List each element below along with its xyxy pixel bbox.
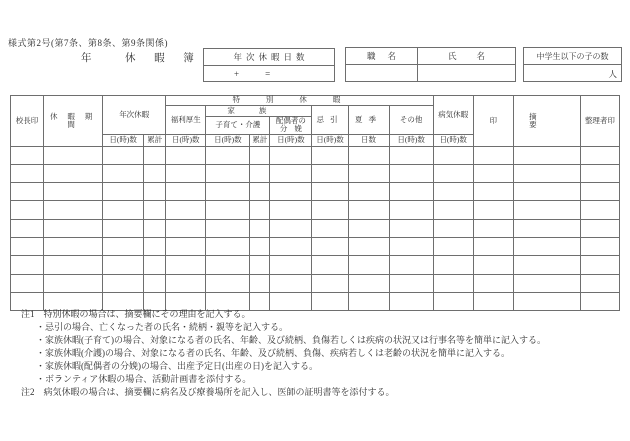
- table-empty-cell: [166, 201, 206, 219]
- table-empty-cell: [11, 201, 44, 219]
- table-empty-cell: [389, 219, 433, 237]
- col-organizer-seal: 整理者印: [580, 96, 619, 147]
- table-empty-row: [11, 164, 620, 182]
- table-empty-cell: [513, 237, 580, 255]
- table-empty-cell: [103, 237, 144, 255]
- table-empty-cell: [270, 183, 312, 201]
- table-empty-cell: [580, 201, 619, 219]
- table-empty-cell: [473, 164, 513, 182]
- table-empty-cell: [513, 146, 580, 164]
- table-empty-cell: [389, 164, 433, 182]
- form-id: 様式第2号(第7条、第8条、第9条関係): [8, 38, 168, 48]
- children-count-box: [523, 47, 622, 82]
- table-empty-row: [11, 201, 620, 219]
- annual-leave-days-box: [203, 48, 335, 82]
- table-empty-cell: [513, 164, 580, 182]
- table-empty-cell: [103, 219, 144, 237]
- table-empty-cell: [44, 237, 103, 255]
- children-count-title: 中学生以下の子の数: [524, 48, 621, 65]
- table-empty-cell: [250, 256, 270, 274]
- footnotes: [0, 308, 630, 399]
- table-empty-cell: [312, 256, 348, 274]
- table-empty-cell: [166, 237, 206, 255]
- table-empty-cell: [433, 146, 473, 164]
- table-empty-cell: [166, 146, 206, 164]
- table-empty-cell: [513, 219, 580, 237]
- table-empty-cell: [312, 146, 348, 164]
- table-empty-cell: [513, 183, 580, 201]
- table-empty-cell: [513, 256, 580, 274]
- note-bullet-bereavement: ・忌引の場合、亡くなった者の氏名・続柄・親等を記入する。: [36, 322, 289, 332]
- form-title-year: 年: [81, 53, 92, 64]
- subcol-other-days-hours: 日(時)数: [389, 134, 433, 146]
- children-count-unit: 人: [608, 68, 617, 79]
- table-empty-cell: [11, 256, 44, 274]
- table-empty-cell: [580, 164, 619, 182]
- position-label: 職名: [346, 48, 418, 64]
- subcol-sick-days-hours: 日(時)数: [433, 134, 473, 146]
- table-empty-cell: [473, 146, 513, 164]
- table-empty-cell: [144, 146, 166, 164]
- col-family: 家族: [206, 106, 312, 117]
- table-empty-cell: [312, 274, 348, 292]
- table-empty-cell: [166, 183, 206, 201]
- name-value: [418, 65, 515, 82]
- table-empty-cell: [270, 219, 312, 237]
- table-empty-row: [11, 146, 620, 164]
- col-welfare: 福利厚生: [166, 106, 206, 135]
- table-empty-cell: [580, 219, 619, 237]
- col-spouse-delivery: 配偶者の 分娩: [270, 117, 312, 135]
- table-empty-cell: [312, 219, 348, 237]
- table-empty-cell: [389, 274, 433, 292]
- table-empty-cell: [389, 201, 433, 219]
- name-label: 氏名: [447, 51, 505, 61]
- equals-sign: =: [265, 68, 271, 79]
- annual-leave-days-formula: [204, 66, 334, 81]
- table-empty-cell: [11, 164, 44, 182]
- note-bullet-childcare: ・家族休暇(子育て)の場合、対象になる者の氏名、年齢、及び続柄、負傷若しくは疾病の状況又は行事名等を簡単に記入する。: [36, 335, 546, 345]
- table-empty-cell: [11, 146, 44, 164]
- table-empty-cell: [11, 237, 44, 255]
- table-empty-cell: [250, 274, 270, 292]
- table-empty-cell: [166, 219, 206, 237]
- table-empty-cell: [144, 219, 166, 237]
- table-empty-cell: [144, 256, 166, 274]
- table-empty-cell: [166, 164, 206, 182]
- table-empty-cell: [270, 201, 312, 219]
- table-empty-cell: [44, 146, 103, 164]
- note-bullet-nursing: ・家族休暇(介護)の場合、対象になる者の氏名、年齢、及び続柄、負傷、疾病若しくは老齢の状況を簡単に記入する。: [36, 348, 510, 358]
- table-empty-cell: [206, 256, 250, 274]
- table-empty-cell: [348, 201, 389, 219]
- table-empty-cell: [312, 183, 348, 201]
- table-empty-cell: [250, 146, 270, 164]
- table-empty-cell: [433, 164, 473, 182]
- subcol-welfare-days-hours: 日(時)数: [166, 134, 206, 146]
- table-empty-row: [11, 219, 620, 237]
- staff-name-box: [345, 47, 516, 82]
- col-annual-leave: 年次休暇: [103, 96, 166, 135]
- table-empty-cell: [348, 237, 389, 255]
- table-empty-cell: [473, 219, 513, 237]
- table-empty-cell: [206, 219, 250, 237]
- table-empty-cell: [166, 256, 206, 274]
- table-empty-cell: [513, 274, 580, 292]
- table-empty-cell: [473, 201, 513, 219]
- table-empty-cell: [348, 164, 389, 182]
- table-empty-cell: [166, 274, 206, 292]
- table-empty-cell: [103, 274, 144, 292]
- subcol-annual-cumulative: 累計: [144, 134, 166, 146]
- leave-table-body: [11, 146, 620, 311]
- table-empty-cell: [389, 183, 433, 201]
- table-empty-cell: [580, 237, 619, 255]
- position-value: [346, 65, 418, 82]
- table-empty-cell: [312, 201, 348, 219]
- col-leave-period: 休 暇 期 間: [44, 96, 103, 147]
- table-empty-cell: [103, 146, 144, 164]
- table-empty-cell: [103, 164, 144, 182]
- subcol-summer-days: 日数: [348, 134, 389, 146]
- table-empty-row: [11, 183, 620, 201]
- table-empty-cell: [270, 274, 312, 292]
- table-empty-row: [11, 237, 620, 255]
- table-empty-cell: [473, 256, 513, 274]
- table-empty-cell: [103, 183, 144, 201]
- table-empty-cell: [206, 237, 250, 255]
- col-bereavement: 忌引: [312, 106, 348, 135]
- table-empty-cell: [433, 237, 473, 255]
- table-empty-row: [11, 274, 620, 292]
- table-empty-cell: [103, 201, 144, 219]
- table-empty-cell: [250, 237, 270, 255]
- table-empty-cell: [580, 256, 619, 274]
- col-remarks: 摘要: [513, 96, 580, 147]
- table-empty-cell: [270, 146, 312, 164]
- table-empty-cell: [206, 201, 250, 219]
- table-empty-cell: [433, 256, 473, 274]
- table-empty-cell: [389, 256, 433, 274]
- table-empty-cell: [348, 274, 389, 292]
- table-empty-cell: [144, 201, 166, 219]
- table-empty-cell: [44, 256, 103, 274]
- annual-leave-days-title: 年次休暇日数: [204, 49, 334, 66]
- table-empty-cell: [144, 164, 166, 182]
- subcol-childcare-cumulative: 累計: [250, 134, 270, 146]
- table-empty-cell: [144, 274, 166, 292]
- table-empty-cell: [144, 183, 166, 201]
- table-empty-cell: [206, 274, 250, 292]
- subcol-bereavement-days-hours: 日(時)数: [312, 134, 348, 146]
- table-empty-cell: [250, 201, 270, 219]
- table-empty-cell: [580, 183, 619, 201]
- col-special-leave: 特別休暇: [166, 96, 433, 106]
- table-empty-cell: [433, 219, 473, 237]
- table-empty-cell: [312, 237, 348, 255]
- table-empty-cell: [206, 183, 250, 201]
- table-empty-cell: [348, 183, 389, 201]
- table-empty-cell: [206, 146, 250, 164]
- table-empty-cell: [580, 274, 619, 292]
- table-empty-cell: [389, 146, 433, 164]
- table-empty-cell: [433, 183, 473, 201]
- table-empty-cell: [270, 237, 312, 255]
- table-empty-cell: [348, 146, 389, 164]
- table-empty-cell: [250, 183, 270, 201]
- table-empty-cell: [11, 183, 44, 201]
- table-empty-cell: [473, 274, 513, 292]
- col-principal-seal: 校長印: [11, 96, 44, 147]
- table-empty-cell: [473, 237, 513, 255]
- table-empty-cell: [144, 237, 166, 255]
- note-bullet-spouse-delivery: ・家族休暇(配偶者の分娩)の場合、出産予定日(出産の日)を記入する。: [36, 361, 318, 371]
- table-empty-cell: [44, 201, 103, 219]
- table-empty-cell: [11, 274, 44, 292]
- table-empty-cell: [103, 256, 144, 274]
- table-empty-cell: [389, 237, 433, 255]
- table-empty-cell: [44, 183, 103, 201]
- table-empty-cell: [433, 274, 473, 292]
- form-title: 休 暇 簿: [125, 53, 202, 64]
- leave-table: [10, 95, 620, 311]
- table-empty-cell: [513, 201, 580, 219]
- table-empty-cell: [312, 164, 348, 182]
- table-empty-cell: [270, 256, 312, 274]
- col-sick-leave: 病気休暇: [433, 96, 473, 135]
- note-bullet-volunteer: ・ボランティア休暇の場合、活動計画書を添付する。: [36, 374, 252, 384]
- col-other: その他: [389, 106, 433, 135]
- col-summer: 夏季: [348, 106, 389, 135]
- note-2: 注2 病気休暇の場合は、摘要欄に病名及び療養場所を記入し、医師の証明書等を添付する。: [21, 387, 395, 397]
- table-empty-row: [11, 256, 620, 274]
- table-empty-cell: [11, 219, 44, 237]
- subcol-annual-days-hours: 日(時)数: [103, 134, 144, 146]
- table-empty-cell: [250, 219, 270, 237]
- table-empty-cell: [348, 256, 389, 274]
- col-childcare-nursing: 子育て・介護: [206, 117, 270, 135]
- plus-sign: +: [234, 68, 240, 79]
- table-empty-cell: [433, 201, 473, 219]
- table-empty-cell: [250, 164, 270, 182]
- table-empty-cell: [270, 164, 312, 182]
- table-empty-cell: [348, 219, 389, 237]
- table-empty-cell: [44, 274, 103, 292]
- table-empty-cell: [473, 183, 513, 201]
- table-empty-cell: [44, 219, 103, 237]
- note-1: 注1 特別休暇の場合は、摘要欄にその理由を記入する。: [21, 309, 251, 319]
- subcol-spouse-days-hours: 日(時)数: [270, 134, 312, 146]
- table-empty-cell: [206, 164, 250, 182]
- subcol-childcare-days-hours: 日(時)数: [206, 134, 250, 146]
- table-empty-cell: [44, 164, 103, 182]
- col-seal: 印: [473, 96, 513, 147]
- table-empty-cell: [580, 146, 619, 164]
